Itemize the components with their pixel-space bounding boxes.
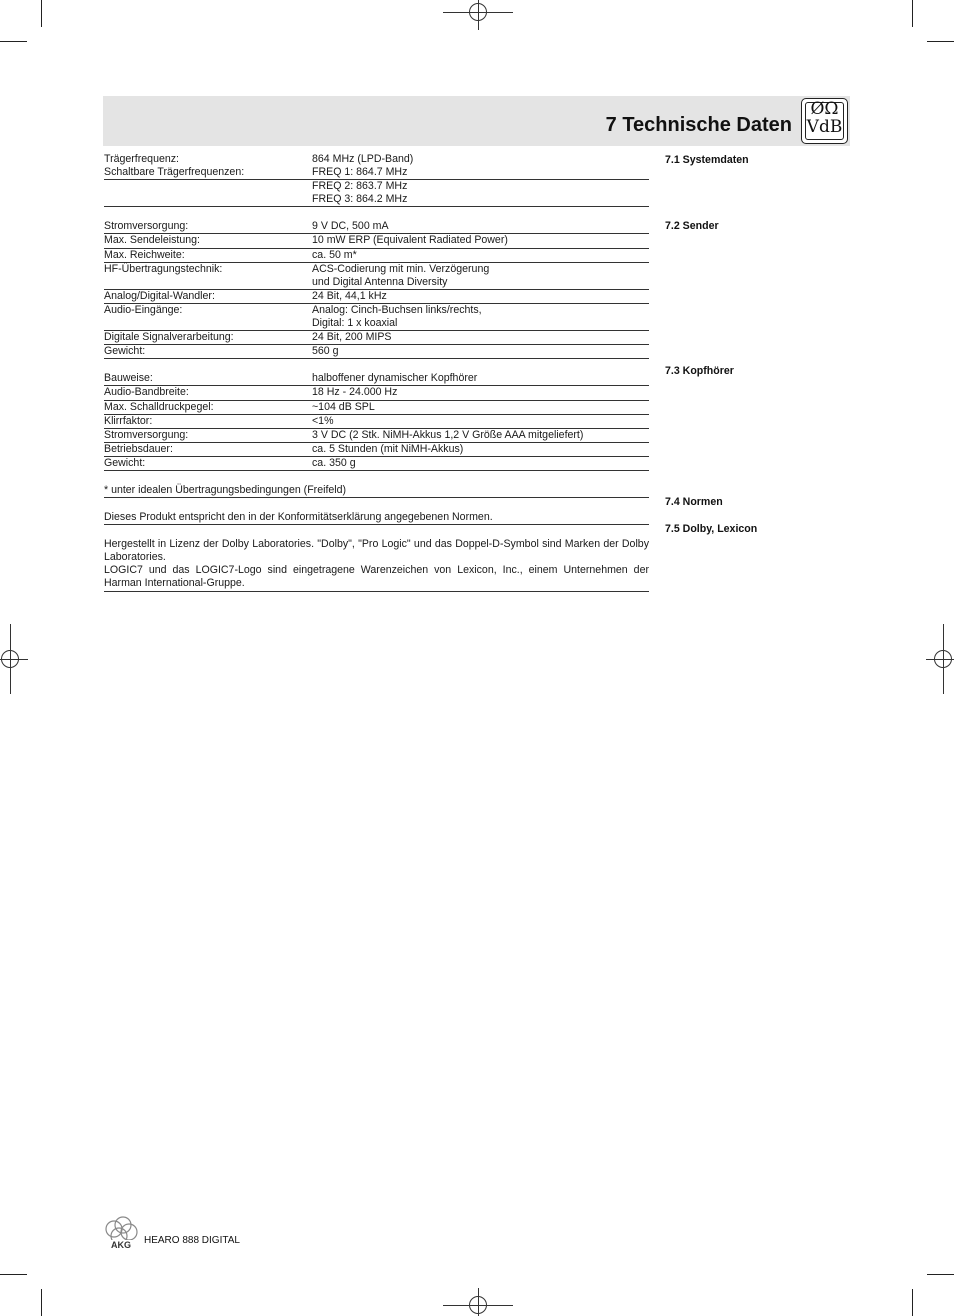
- spec-label: Schaltbare Trägerfrequenzen:: [104, 166, 245, 179]
- spacer: [104, 207, 649, 220]
- crop-mark: [41, 0, 42, 27]
- spec-label: Stromversorgung:: [104, 428, 189, 441]
- registration-mark-top: [443, 0, 513, 30]
- spec-row: [104, 457, 649, 471]
- spec-value: ca. 350 g: [312, 456, 356, 469]
- spec-row: [104, 153, 649, 166]
- spec-label: Digitale Signalverarbeitung:: [104, 331, 234, 344]
- registration-mark-right: [926, 624, 954, 694]
- page-title: 7 Technische Daten: [605, 114, 792, 136]
- crop-mark: [927, 41, 954, 42]
- dolby-text: Hergestellt in Lizenz der Dolby Laboratories. "Dolby", "Pro Logic" und das Doppel-D-Symbol sind Marken der Dolby Laboratories.: [104, 538, 649, 564]
- registration-mark-bottom: [443, 1288, 513, 1316]
- spec-value: FREQ 1: 864.7 MHz: [312, 166, 408, 179]
- akg-logo-icon: [103, 1216, 139, 1250]
- spec-label: Max. Reichweite:: [104, 248, 185, 261]
- spec-label: Betriebsdauer:: [104, 442, 173, 455]
- spec-value: 24 Bit, 44,1 kHz: [312, 289, 387, 302]
- vdb-logo-top: ØΩ: [810, 99, 839, 119]
- spec-value: 560 g: [312, 345, 339, 358]
- spec-value: 24 Bit, 200 MIPS: [312, 331, 392, 344]
- spec-row: [104, 386, 649, 400]
- spec-value: halboffener dynamischer Kopfhörer: [312, 372, 478, 385]
- spec-content: [104, 153, 649, 592]
- spec-label: Analog/Digital-Wandler:: [104, 289, 215, 302]
- spec-row: [104, 304, 649, 317]
- spec-label: [104, 193, 312, 206]
- spec-row: [104, 372, 649, 386]
- spec-row: [104, 290, 649, 304]
- spec-row: [104, 443, 649, 457]
- spacer: [104, 525, 649, 538]
- spec-label: Bauweise:: [104, 372, 153, 385]
- spec-row: [104, 193, 649, 207]
- spec-value: 3 V DC (2 Stk. NiMH-Akkus 1,2 V Größe AAA mitgeliefert): [312, 428, 584, 441]
- crop-mark: [912, 0, 913, 27]
- section-heading-sender: 7.2 Sender: [665, 220, 719, 232]
- spacer: [104, 359, 649, 372]
- spec-value: FREQ 3: 864.2 MHz: [312, 193, 408, 206]
- section-heading-normen: 7.4 Normen: [665, 496, 723, 508]
- spacer: [104, 471, 649, 484]
- normen-text: Dieses Produkt entspricht den in der Konformitätserklärung angegebenen Normen.: [104, 511, 649, 525]
- spec-row: [104, 331, 649, 345]
- spec-label: Max. Schalldruckpegel:: [104, 400, 214, 413]
- spec-row: [104, 166, 649, 180]
- crop-mark: [912, 1289, 913, 1316]
- spec-label: HF-Übertragungstechnik:: [104, 262, 223, 275]
- section-heading-systemdaten: 7.1 Systemdaten: [665, 154, 749, 166]
- spec-row: [104, 401, 649, 415]
- spec-value: 864 MHz (LPD-Band): [312, 153, 414, 165]
- spec-label: [104, 276, 312, 289]
- spec-value: ca. 5 Stunden (mit NiMH-Akkus): [312, 442, 464, 455]
- footer-product-name: HEARO 888 DIGITAL: [144, 1235, 240, 1246]
- spec-row: [104, 220, 649, 234]
- crop-mark: [0, 1274, 27, 1275]
- registration-mark-left: [0, 624, 28, 694]
- spec-row: [104, 263, 649, 276]
- section-heading-dolby: 7.5 Dolby, Lexicon: [665, 523, 758, 535]
- spec-row: [104, 180, 649, 193]
- spec-value: und Digital Antenna Diversity: [312, 275, 448, 288]
- spec-label: Stromversorgung:: [104, 220, 189, 233]
- spec-value: ca. 50 m*: [312, 248, 357, 261]
- spec-value: Analog: Cinch-Buchsen links/rechts,: [312, 303, 482, 316]
- spec-value: Digital: 1 x koaxial: [312, 317, 398, 330]
- crop-mark: [41, 1289, 42, 1316]
- footnote: * unter idealen Übertragungsbedingungen (Freifeld): [104, 484, 649, 498]
- spec-label: [104, 317, 312, 330]
- spec-value: ~104 dB SPL: [312, 400, 375, 413]
- crop-mark: [927, 1274, 954, 1275]
- spec-row: [104, 234, 649, 248]
- spec-row: [104, 345, 649, 359]
- spec-value: 18 Hz - 24.000 Hz: [312, 386, 398, 399]
- spec-label: Audio-Bandbreite:: [104, 386, 189, 399]
- spec-value: ACS-Codierung mit min. Verzögerung: [312, 262, 490, 275]
- section-heading-kopfhoerer: 7.3 Kopfhörer: [665, 365, 734, 377]
- vdb-logo-icon: [801, 98, 848, 144]
- spec-label: Max. Sendeleistung:: [104, 234, 200, 247]
- spacer: [104, 498, 649, 511]
- spec-value: FREQ 2: 863.7 MHz: [312, 180, 408, 193]
- header-band: [103, 96, 850, 146]
- spec-value: 10 mW ERP (Equivalent Radiated Power): [312, 234, 508, 247]
- akg-logo-text: AKG: [111, 1240, 131, 1250]
- vdb-logo-bottom: VdB: [806, 117, 843, 137]
- spec-label: Gewicht:: [104, 456, 146, 469]
- spec-value: <1%: [312, 414, 334, 427]
- lexicon-text: LOGIC7 und das LOGIC7-Logo sind eingetragene Warenzeichen von Lexicon, Inc., einem Unternehmen der Harman International-Gruppe.: [104, 564, 649, 591]
- crop-mark: [0, 41, 27, 42]
- spec-row: [104, 415, 649, 429]
- spec-row: [104, 429, 649, 443]
- spec-row: [104, 249, 649, 263]
- spec-label: Audio-Eingänge:: [104, 303, 183, 316]
- spec-label: [104, 180, 312, 193]
- spec-label: Gewicht:: [104, 345, 146, 358]
- spec-value: 9 V DC, 500 mA: [312, 220, 389, 233]
- spec-label: Klirrfaktor:: [104, 414, 153, 427]
- spec-label: Trägerfrequenz:: [104, 153, 179, 165]
- spec-row: [104, 317, 649, 331]
- spec-row: [104, 276, 649, 290]
